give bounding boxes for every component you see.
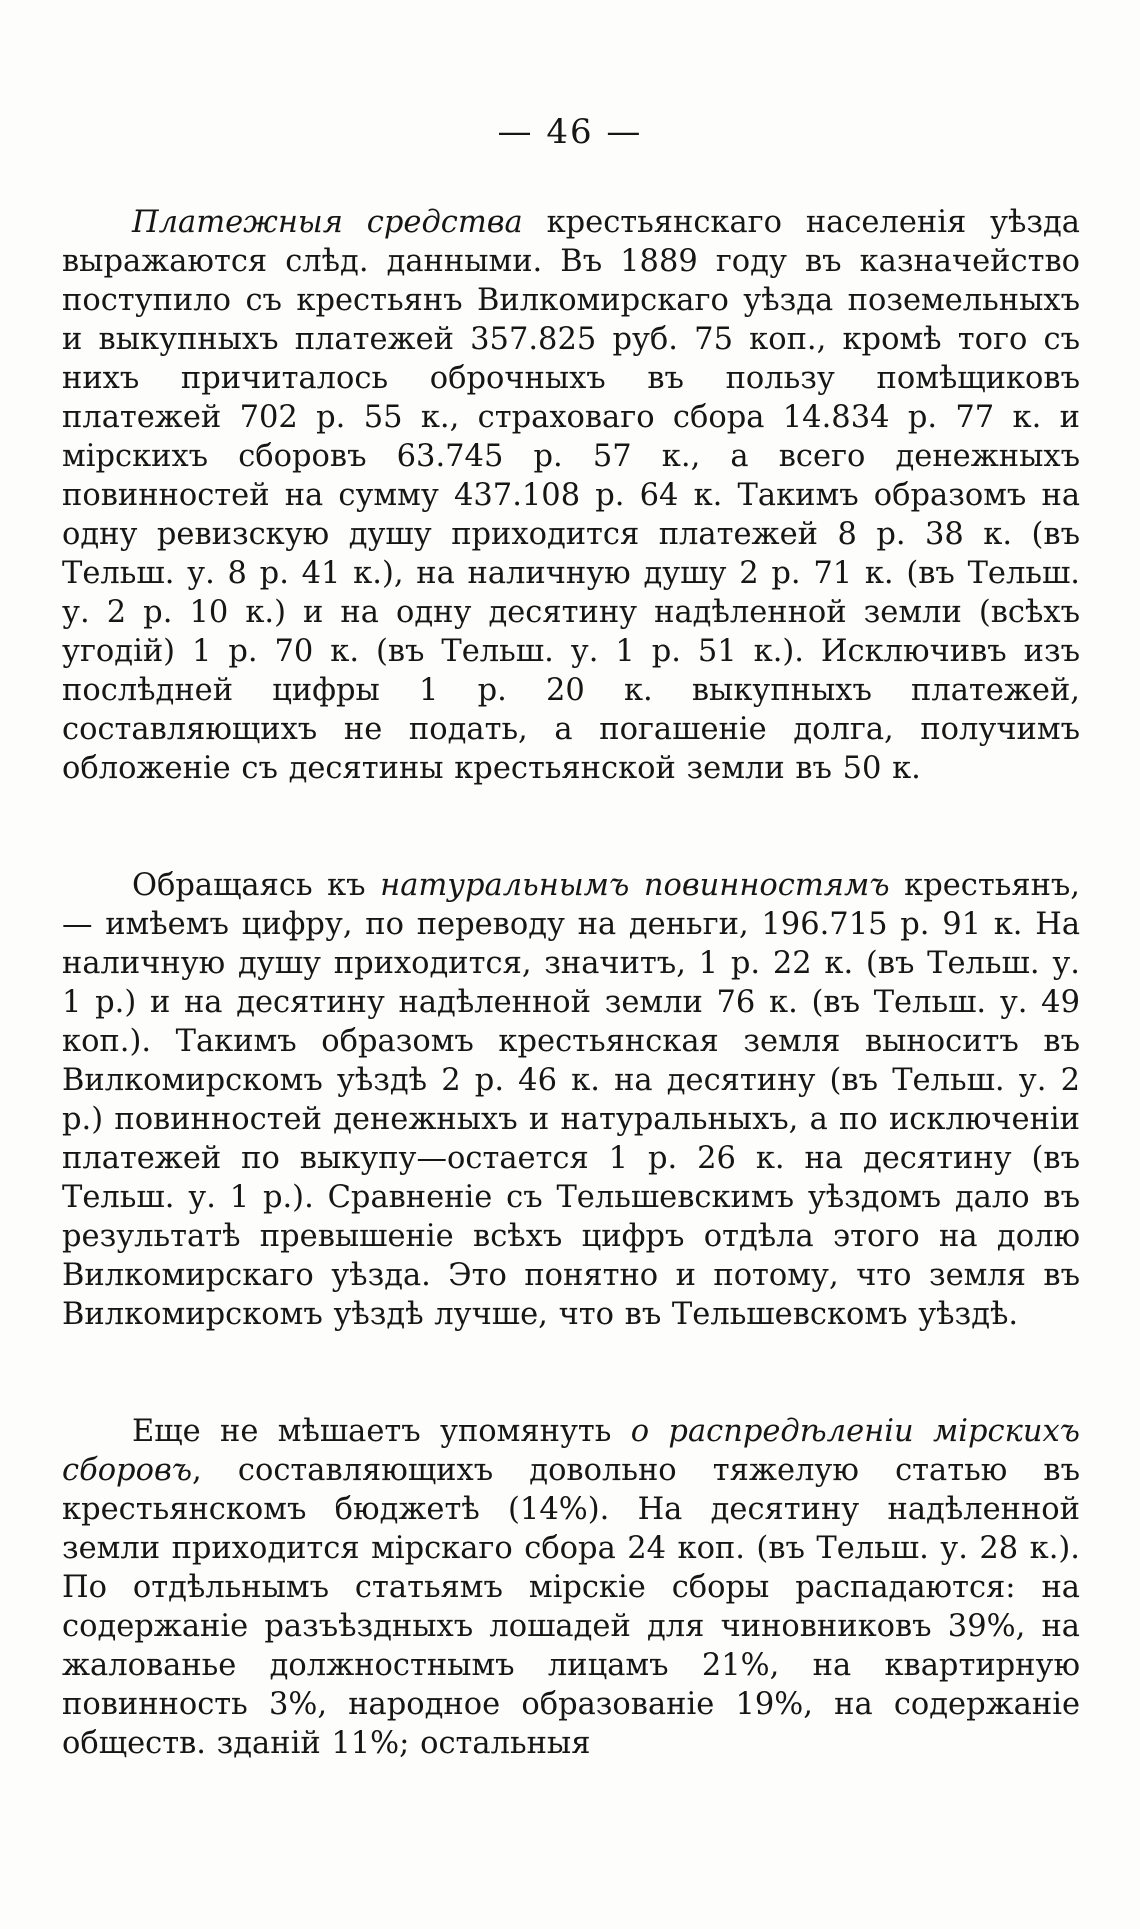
paragraph-communal-levies-text: , составляющихъ довольно тяжелую статью въ крестьянскомъ бюджетѣ (14%). На десятину надѣленной земли приходится мірскаго сбора 24 коп. (въ Тельш. у. 28 к.). По отдѣльнымъ статьямъ мірскіе сборы распадаются: на содержаніе разъѣздныхъ лошадей для чиновниковъ 39%, на жалованье должностнымъ лицамъ 21%, на квартирную повинность 3%, народное образованіе 19%, на содержаніе обществ. зданій 11%; остальныя xyxy=(62,1453,1080,1761)
emphasis-payment-means: Платежныя средства xyxy=(132,205,523,240)
paragraph-natural-duties-text: крестьянъ,— имѣемъ цифру, по переводу на деньги, 196.715 р. 91 к. На наличную душу приходится, значитъ, 1 р. 22 к. (въ Тельш. у. 1 р.) и на десятину надѣленной земли 76 к. (въ Тельш. у. 49 коп.). Такимъ образомъ крестьянская земля выноситъ въ Вилкомирскомъ уѣздѣ 2 р. 46 к. на десятину (въ Тельш. у. 2 р.) повинностей денежныхъ и натуральныхъ, а по исключеніи платежей по выкупу—остается 1 р. 26 к. на десятину (въ Тельш. у. 1 р.). Сравненіе съ Тельшевскимъ уѣздомъ дало въ результатѣ превышеніе всѣхъ цифръ отдѣла этого на долю Вилкомирскаго уѣзда. Это понятно и потому, что земля въ Вилкомирскомъ уѣздѣ лучше, что въ Тельшевскомъ уѣздѣ. xyxy=(62,868,1081,1332)
paragraph-payment-means-text: крестьянскаго населенія уѣзда выражаются слѣд. данными. Въ 1889 году въ казначейство поступило съ крестьянъ Вилкомирскаго уѣзда поземельныхъ и выкупныхъ платежей 357.825 руб. 75 коп., кромѣ того съ нихъ причиталось оброчныхъ въ пользу помѣщиковъ платежей 702 р. 55 к., страховаго сбора 14.834 р. 77 к. и мірскихъ сборовъ 63.745 р. 57 к., а всего денежныхъ повинностей на сумму 437.108 р. 64 к. Такимъ образомъ на одну ревизскую душу приходится платежей 8 р. 38 к. (въ Тельш. у. 8 р. 41 к.), на наличную душу 2 р. 71 к. (въ Тельш. у. 2 р. 10 к.) и на одну десятину надѣленной земли (всѣхъ угодій) 1 р. 70 к. (въ Тельш. у. 1 р. 51 к.). Исключивъ изъ послѣдней цифры 1 р. 20 к. выкупныхъ платежей, составляющихъ не подать, а погашеніе долга, получимъ обложеніе съ десятины крестьянской земли въ 50 к. xyxy=(62,205,1080,786)
emphasis-natural-duties: натуральнымъ повинностямъ xyxy=(380,868,890,903)
paragraph-communal-levies-lead: Еще не мѣшаетъ упомянуть xyxy=(132,1414,631,1449)
paragraph-communal-levies xyxy=(62,1412,1080,1763)
page-number: — 46 — xyxy=(497,112,643,152)
emphasis-communal-levies: о распредѣленіи мірскихъ сборовъ xyxy=(62,1414,1080,1488)
paragraph-natural-duties-lead: Обращаясь къ xyxy=(132,868,381,903)
paragraph-payment-means xyxy=(62,203,1080,788)
paragraph-natural-duties xyxy=(62,866,1080,1334)
